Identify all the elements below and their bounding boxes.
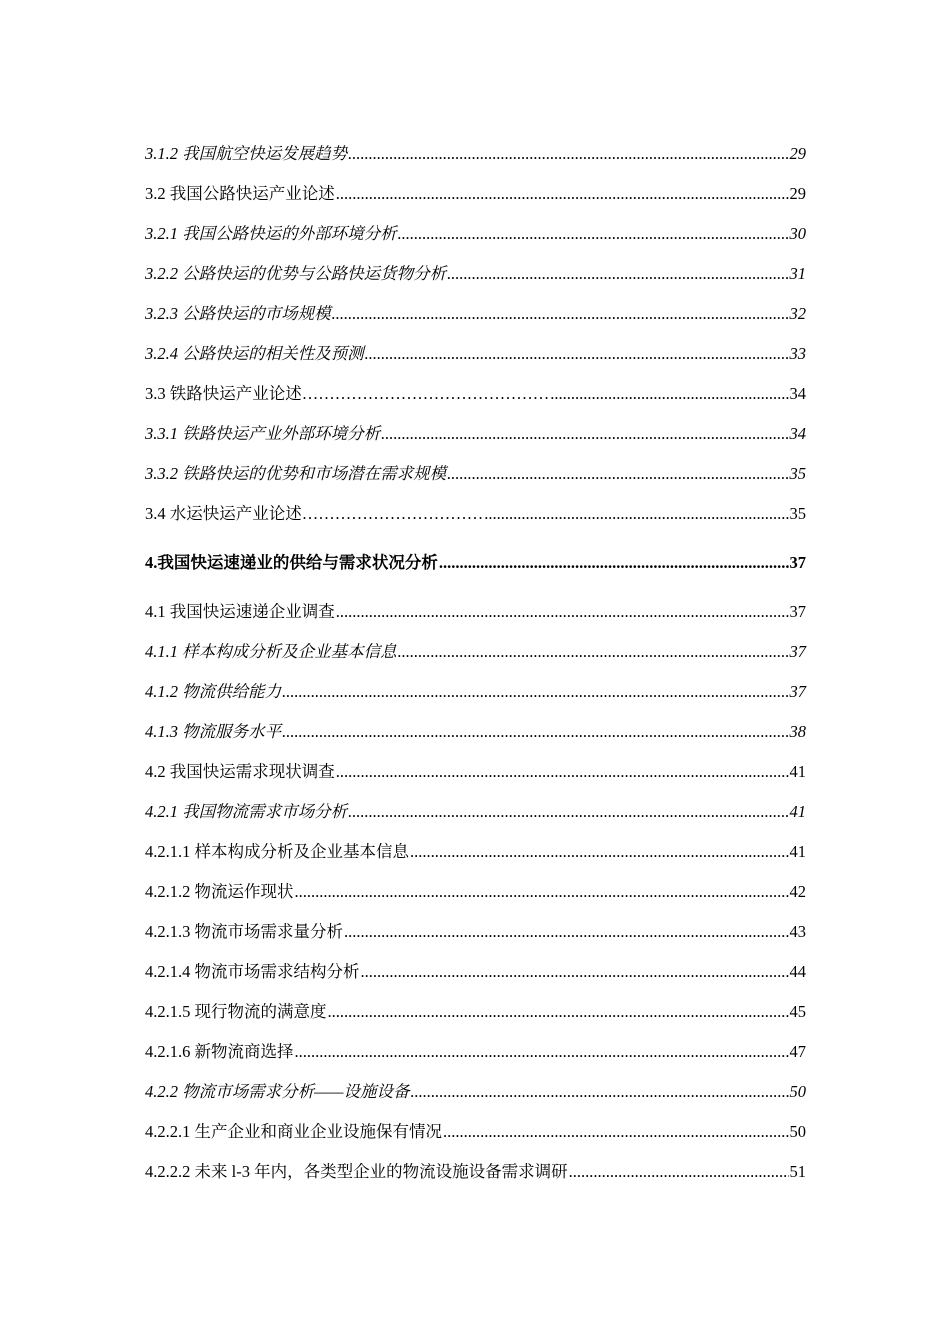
toc-entry[interactable] bbox=[145, 334, 806, 374]
toc-entry-page: 37 bbox=[789, 602, 806, 621]
table-of-contents bbox=[145, 134, 806, 1192]
toc-leader-dots bbox=[365, 334, 789, 374]
toc-entry[interactable] bbox=[145, 712, 806, 752]
toc-entry-page: 35 bbox=[789, 504, 806, 523]
toc-entry[interactable] bbox=[145, 134, 806, 174]
toc-entry-label: 4.2.2.2 未来 l-3 年内，各类型企业的物流设施设备需求调研 bbox=[145, 1162, 568, 1181]
toc-entry-page: 37 bbox=[789, 682, 806, 701]
toc-leader-dots bbox=[443, 1112, 789, 1152]
toc-leader-dots bbox=[447, 454, 788, 494]
toc-entry-page: 29 bbox=[789, 184, 806, 203]
toc-entry-label: 4.1.2 物流供给能力 bbox=[145, 682, 282, 701]
toc-entry[interactable] bbox=[145, 592, 806, 632]
toc-entry-page: 33 bbox=[789, 344, 806, 363]
toc-leader-dots bbox=[484, 494, 788, 534]
toc-leader-dots bbox=[282, 672, 788, 712]
toc-leader-dots bbox=[381, 414, 788, 454]
toc-entry-label: 4.1 我国快运速递企业调查 bbox=[145, 602, 335, 621]
toc-entry-page: 34 bbox=[789, 384, 806, 403]
toc-leader-dots bbox=[328, 992, 789, 1032]
toc-entry-label: 3.2.4 公路快运的相关性及预测 bbox=[145, 344, 364, 363]
toc-entry-label: 3.2.2 公路快运的优势与公路快运货物分析 bbox=[145, 264, 447, 283]
toc-entry-page: 31 bbox=[789, 264, 806, 283]
toc-entry-page: 47 bbox=[789, 1042, 806, 1061]
toc-leader-dots bbox=[361, 952, 789, 992]
toc-leader-dots bbox=[410, 1072, 788, 1112]
toc-entry-page: 32 bbox=[789, 304, 806, 323]
toc-entry[interactable] bbox=[145, 912, 806, 952]
toc-entry[interactable] bbox=[145, 214, 806, 254]
toc-entry-label: 3.4 水运快运产业论述…………………………… bbox=[145, 504, 484, 523]
toc-leader-dots bbox=[398, 214, 789, 254]
toc-entry-page: 45 bbox=[789, 1002, 806, 1021]
toc-entry-label: 4.2.1.5 现行物流的满意度 bbox=[145, 1002, 327, 1021]
toc-entry-page: 29 bbox=[789, 144, 806, 163]
toc-leader-dots bbox=[569, 1152, 789, 1192]
toc-entry[interactable] bbox=[145, 792, 806, 832]
toc-leader-dots bbox=[336, 752, 789, 792]
toc-leader-dots bbox=[550, 374, 788, 414]
toc-entry-page: 41 bbox=[789, 842, 806, 861]
toc-entry[interactable] bbox=[145, 454, 806, 494]
toc-entry-label: 3.3 铁路快运产业论述……………………………………… bbox=[145, 384, 550, 403]
toc-leader-dots bbox=[410, 832, 789, 872]
toc-entry-page: 30 bbox=[789, 224, 806, 243]
toc-entry[interactable] bbox=[145, 832, 806, 872]
toc-entry-label: 3.3.1 铁路快运产业外部环境分析 bbox=[145, 424, 381, 443]
toc-chapter-entry[interactable] bbox=[145, 534, 806, 592]
toc-entry-label: 4.2.1.6 新物流商选择 bbox=[145, 1042, 294, 1061]
toc-entry-page: 44 bbox=[789, 962, 806, 981]
toc-leader-dots bbox=[332, 294, 789, 334]
toc-entry-label: 3.3.2 铁路快运的优势和市场潜在需求规模 bbox=[145, 464, 447, 483]
toc-entry[interactable] bbox=[145, 374, 806, 414]
toc-leader-dots bbox=[282, 712, 788, 752]
toc-leader-dots bbox=[295, 872, 789, 912]
toc-entry[interactable] bbox=[145, 672, 806, 712]
toc-entry[interactable] bbox=[145, 494, 806, 534]
toc-entry-page: 35 bbox=[789, 464, 806, 483]
toc-entry[interactable] bbox=[145, 294, 806, 334]
toc-entry-page: 34 bbox=[789, 424, 806, 443]
toc-entry-label: 4.1.1 样本构成分析及企业基本信息 bbox=[145, 642, 397, 661]
toc-leader-dots bbox=[295, 1032, 789, 1072]
toc-entry-page: 41 bbox=[789, 762, 806, 781]
toc-leader-dots bbox=[348, 134, 788, 174]
toc-entry-page: 38 bbox=[789, 722, 806, 741]
toc-entry-label: 4.2.2 物流市场需求分析——设施设备 bbox=[145, 1082, 410, 1101]
toc-entry[interactable] bbox=[145, 992, 806, 1032]
toc-entry-label: 4.1.3 物流服务水平 bbox=[145, 722, 282, 741]
toc-entry-page: 42 bbox=[789, 882, 806, 901]
toc-entry-label: 3.2 我国公路快运产业论述 bbox=[145, 184, 335, 203]
toc-entry-label: 3.1.2 我国航空快运发展趋势 bbox=[145, 144, 348, 163]
toc-entry-label: 3.2.1 我国公路快运的外部环境分析 bbox=[145, 224, 397, 243]
toc-leader-dots bbox=[344, 912, 789, 952]
toc-leader-dots bbox=[439, 534, 789, 592]
toc-entry[interactable] bbox=[145, 752, 806, 792]
toc-entry[interactable] bbox=[145, 952, 806, 992]
toc-entry[interactable] bbox=[145, 1032, 806, 1072]
toc-entry-label: 4.2.1.1 样本构成分析及企业基本信息 bbox=[145, 842, 409, 861]
toc-entry[interactable] bbox=[145, 1072, 806, 1112]
toc-entry-label: 3.2.3 公路快运的市场规模 bbox=[145, 304, 331, 323]
toc-entry-page: 37 bbox=[789, 642, 806, 661]
toc-entry-label: 4.我国快运速递业的供给与需求状况分析 bbox=[145, 553, 438, 572]
toc-entry-page: 50 bbox=[789, 1082, 806, 1101]
toc-entry[interactable] bbox=[145, 1152, 806, 1192]
toc-entry-label: 4.2.1 我国物流需求市场分析 bbox=[145, 802, 348, 821]
toc-entry-label: 4.2 我国快运需求现状调查 bbox=[145, 762, 335, 781]
toc-entry-label: 4.2.2.1 生产企业和商业企业设施保有情况 bbox=[145, 1122, 442, 1141]
toc-entry[interactable] bbox=[145, 1112, 806, 1152]
toc-entry-label: 4.2.1.2 物流运作现状 bbox=[145, 882, 294, 901]
toc-entry-page: 50 bbox=[789, 1122, 806, 1141]
toc-leader-dots bbox=[348, 792, 788, 832]
toc-entry-page: 41 bbox=[789, 802, 806, 821]
toc-entry[interactable] bbox=[145, 872, 806, 912]
toc-entry[interactable] bbox=[145, 174, 806, 214]
toc-entry-label: 4.2.1.3 物流市场需求量分析 bbox=[145, 922, 343, 941]
toc-leader-dots bbox=[336, 592, 789, 632]
toc-entry[interactable] bbox=[145, 414, 806, 454]
toc-entry-page: 37 bbox=[789, 553, 806, 572]
toc-entry-page: 43 bbox=[789, 922, 806, 941]
toc-entry[interactable] bbox=[145, 632, 806, 672]
toc-leader-dots bbox=[398, 632, 789, 672]
toc-leader-dots bbox=[447, 254, 788, 294]
toc-entry[interactable] bbox=[145, 254, 806, 294]
toc-leader-dots bbox=[336, 174, 789, 214]
toc-entry-page: 51 bbox=[789, 1162, 806, 1181]
toc-entry-label: 4.2.1.4 物流市场需求结构分析 bbox=[145, 962, 360, 981]
